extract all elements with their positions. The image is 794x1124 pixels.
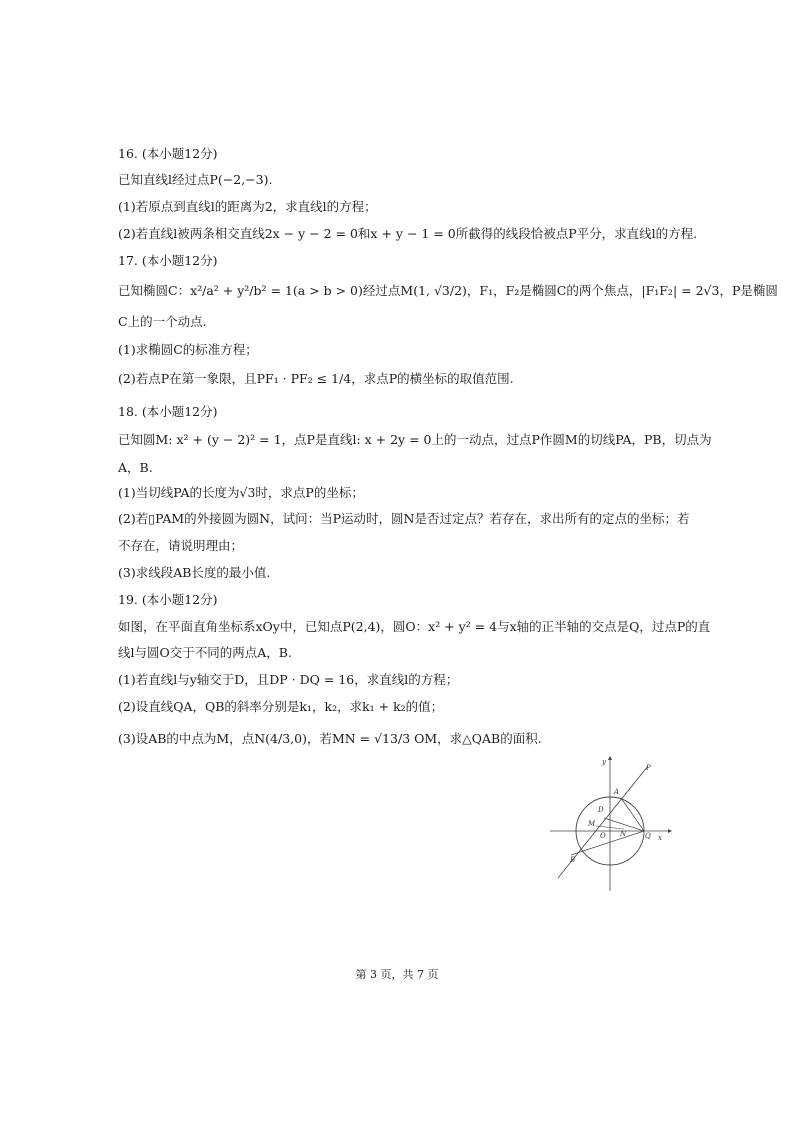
p19-q2: (2)设直线QA，QB的斜率分别是k₁，k₂，求k₁ + k₂的值；: [118, 699, 444, 714]
p16-stem: 已知直线l经过点P(−2,−3).: [118, 172, 273, 187]
label-n: N: [620, 830, 627, 838]
segment-qa: [621, 798, 644, 831]
p18-q2b: 不存在，请说明理由；: [118, 538, 244, 553]
label-m: M: [588, 820, 596, 828]
p19-q1: (1)若直线l与y轴交于D，且DP · DQ = 16，求直线l的方程；: [118, 672, 459, 687]
p18-header: 18. (本小题12分): [118, 404, 218, 419]
label-b: B: [570, 856, 576, 864]
label-d: D: [598, 806, 604, 814]
p19-header: 19. (本小题12分): [118, 592, 218, 607]
p16-q2: (2)若直线l被两条相交直线2x − y − 2 = 0和x + y − 1 = 0所截得的线段恰被点P平分，求直线l的方程.: [118, 226, 698, 241]
segment-qb: [571, 831, 644, 855]
label-q: Q: [645, 832, 651, 840]
p18-q3: (3)求线段AB长度的最小值.: [118, 565, 271, 580]
p18-q1: (1)当切线PA的长度为√3时，求点P的坐标；: [118, 485, 364, 500]
p17-header: 17. (本小题12分): [118, 253, 218, 268]
label-y: y: [602, 758, 606, 766]
p19-q3: (3)设AB的中点为M，点N(4/3,0)，若MN = √13/3 OM，求△QAB的面积.: [118, 731, 542, 746]
p18-q2a: (2)若▯PAM的外接圆为圆N，试问：当P运动时，圆N是否过定点？若存在，求出所有的定点的坐标；若: [118, 511, 690, 526]
p17-stem-b: C上的一个动点.: [118, 314, 207, 329]
p16-header: 16. (本小题12分): [118, 146, 218, 161]
p17-q2: (2)若点P在第一象限，且PF₁ · PF₂ ≤ 1/4，求点P的横坐标的取值范围.: [118, 371, 514, 386]
label-o: O: [600, 832, 606, 840]
p19-figure: [540, 756, 680, 896]
label-a: A: [614, 788, 620, 796]
p17-stem-a: 已知椭圆C：x²/a² + y²/b² = 1(a > b > 0)经过点M(1, √3/2)，F₁，F₂是椭圆C的两个焦点，|F₁F₂| = 2√3，P是椭圆: [118, 283, 778, 298]
y-axis-arrow: [608, 756, 612, 760]
p19-stem-b: 线l与圆O交于不同的两点A，B.: [118, 645, 292, 660]
p17-q1: (1)求椭圆C的标准方程；: [118, 342, 258, 357]
label-x: x: [658, 834, 662, 842]
p16-q1: (1)若原点到直线l的距离为2，求直线l的方程；: [118, 199, 377, 214]
p19-stem-a: 如图，在平面直角坐标系xOy中，已知点P(2,4)，圆O：x² + y² = 4与x轴的正半轴的交点是Q，过点P的直: [118, 619, 711, 634]
label-p: P: [646, 764, 651, 772]
page-footer: 第 3 页，共 7 页: [355, 968, 439, 981]
p18-stem-a: 已知圆M: x² + (y − 2)² = 1，点P是直线l: x + 2y = 0上的一动点，过点P作圆M的切线PA，PB，切点为: [118, 432, 712, 447]
x-axis-arrow: [668, 829, 672, 833]
p18-stem-b: A，B.: [118, 460, 153, 475]
